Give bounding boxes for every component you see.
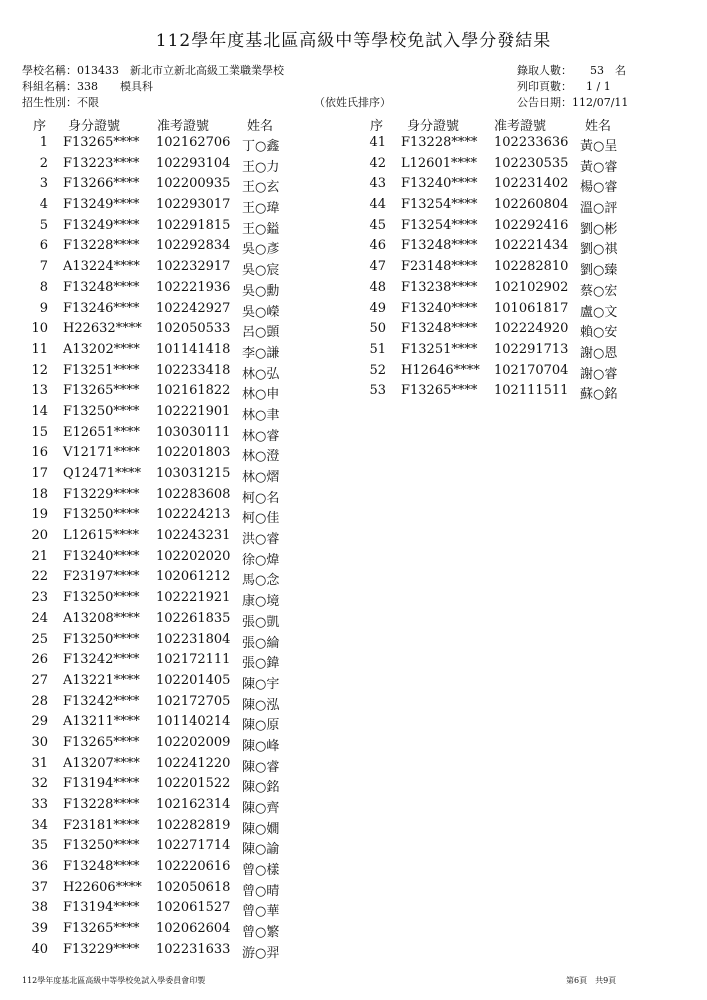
row-exam-number: 102271714 bbox=[156, 838, 231, 854]
row-seq: 1 bbox=[39, 135, 48, 150]
row-student-name: 楊○睿 bbox=[580, 180, 618, 196]
col-header-exam: 准考證號 bbox=[157, 119, 210, 134]
gender-info bbox=[22, 94, 99, 110]
row-exam-number: 102111511 bbox=[494, 383, 569, 399]
row-student-name: 王○鎰 bbox=[242, 221, 280, 237]
row-student-name: 王○力 bbox=[242, 159, 280, 175]
row-seq: 17 bbox=[31, 466, 48, 481]
print-pages bbox=[517, 78, 611, 94]
row-id-number: F13248**** bbox=[63, 859, 140, 875]
row-seq: 14 bbox=[31, 403, 48, 419]
row-seq: 13 bbox=[31, 383, 48, 399]
row-seq: 45 bbox=[369, 217, 386, 233]
row-seq: 36 bbox=[31, 859, 48, 875]
row-student-name: 黃○呈 bbox=[580, 139, 618, 154]
footer-page-number: 第6頁 共9頁 bbox=[566, 976, 617, 985]
row-student-name: 柯○佳 bbox=[242, 511, 280, 527]
row-exam-number: 102231804 bbox=[156, 631, 231, 647]
admit-count bbox=[517, 62, 626, 78]
row-student-name: 蔡○宏 bbox=[580, 283, 618, 299]
row-student-name: 張○凱 bbox=[242, 614, 280, 630]
dept-info bbox=[22, 78, 153, 94]
row-seq: 38 bbox=[31, 900, 48, 916]
row-seq: 15 bbox=[31, 424, 48, 440]
row-id-number: A13202**** bbox=[63, 341, 140, 357]
row-student-name: 吳○嶸 bbox=[242, 304, 280, 320]
page-title: 112學年度基北區高級中等學校免試入學分發結果 bbox=[155, 31, 552, 51]
row-exam-number: 102260804 bbox=[494, 197, 569, 213]
row-id-number: H12646**** bbox=[401, 362, 480, 378]
row-student-name: 溫○評 bbox=[580, 201, 618, 217]
row-id-number: F13238**** bbox=[401, 279, 478, 295]
row-exam-number: 102050618 bbox=[156, 879, 231, 895]
date-value: 112/07/11 bbox=[572, 96, 629, 109]
gender-value: 不限 bbox=[77, 96, 99, 109]
row-id-number: A13224**** bbox=[63, 259, 140, 275]
row-id-number: F13194**** bbox=[63, 776, 140, 792]
row-student-name: 吳○彥 bbox=[242, 242, 280, 258]
row-student-name: 劉○祺 bbox=[580, 242, 618, 258]
row-exam-number: 102201803 bbox=[156, 445, 231, 461]
row-exam-number: 102221901 bbox=[156, 403, 231, 419]
row-exam-number: 103030111 bbox=[156, 424, 231, 440]
row-id-number: F13265**** bbox=[63, 383, 140, 399]
row-student-name: 柯○名 bbox=[242, 490, 280, 506]
col-header-name: 姓名 bbox=[585, 119, 612, 134]
row-seq: 16 bbox=[31, 445, 48, 461]
row-seq: 31 bbox=[31, 755, 48, 771]
row-student-name: 曾○樣 bbox=[242, 863, 280, 879]
row-exam-number: 102202009 bbox=[156, 734, 231, 750]
row-seq: 32 bbox=[31, 776, 48, 792]
row-student-name: 林○弘 bbox=[242, 366, 280, 382]
row-student-name: 謝○睿 bbox=[580, 366, 618, 382]
row-student-name: 陳○嫺 bbox=[242, 821, 280, 837]
row-id-number: F13228**** bbox=[63, 797, 140, 812]
col-header-name: 姓名 bbox=[247, 119, 274, 134]
row-exam-number: 102282810 bbox=[494, 259, 569, 275]
row-exam-number: 102282819 bbox=[156, 817, 231, 833]
row-student-name: 陳○齊 bbox=[242, 801, 280, 816]
row-seq: 18 bbox=[31, 486, 48, 502]
row-id-number: F13265**** bbox=[63, 135, 140, 150]
row-exam-number: 102241220 bbox=[156, 755, 231, 771]
row-seq: 8 bbox=[39, 279, 48, 295]
row-seq: 34 bbox=[31, 817, 48, 833]
row-seq: 5 bbox=[39, 217, 48, 233]
row-seq: 40 bbox=[31, 941, 48, 957]
announce-date bbox=[517, 94, 628, 110]
row-student-name: 王○玄 bbox=[242, 180, 280, 196]
row-student-name: 徐○煒 bbox=[242, 552, 280, 568]
gender-label: 招生性別： bbox=[22, 96, 77, 109]
row-student-name: 曾○華 bbox=[242, 904, 280, 920]
row-exam-number: 102233636 bbox=[494, 135, 569, 150]
row-id-number: F13265**** bbox=[63, 921, 140, 937]
col-header-exam: 准考證號 bbox=[494, 119, 547, 134]
row-exam-number: 102202020 bbox=[156, 548, 231, 564]
row-seq: 43 bbox=[369, 176, 386, 192]
print-label: 列印頁數： bbox=[517, 80, 572, 93]
row-seq: 47 bbox=[369, 259, 386, 275]
row-seq: 24 bbox=[31, 610, 48, 626]
row-id-number: F13223**** bbox=[63, 155, 140, 171]
row-id-number: F13240**** bbox=[401, 176, 478, 192]
row-id-number: F23181**** bbox=[63, 817, 140, 833]
row-seq: 37 bbox=[31, 879, 48, 895]
row-seq: 50 bbox=[369, 321, 386, 337]
row-id-number: F13194**** bbox=[63, 900, 140, 916]
row-id-number: F13251**** bbox=[63, 362, 140, 378]
row-seq: 46 bbox=[369, 238, 386, 254]
footer-printer: 112學年度基北區高級中等學校免試入學委員會印製 bbox=[22, 976, 206, 985]
print-value: 1 / 1 bbox=[586, 80, 611, 93]
row-exam-number: 102293104 bbox=[156, 155, 231, 171]
row-seq: 20 bbox=[31, 528, 48, 544]
col-header-seq: 序 bbox=[370, 119, 384, 134]
row-exam-number: 102200935 bbox=[156, 176, 231, 192]
row-exam-number: 102172705 bbox=[156, 693, 231, 709]
dept-value: 338 模具科 bbox=[77, 80, 153, 93]
admit-label: 錄取人數： bbox=[517, 64, 572, 77]
row-id-number: F13228**** bbox=[63, 238, 140, 254]
row-student-name: 林○聿 bbox=[242, 407, 280, 423]
row-seq: 3 bbox=[39, 176, 48, 192]
admit-value: 53 名 bbox=[590, 64, 626, 77]
row-exam-number: 102061212 bbox=[156, 569, 231, 585]
row-seq: 30 bbox=[31, 734, 48, 750]
row-seq: 10 bbox=[31, 321, 48, 337]
row-student-name: 陳○睿 bbox=[242, 759, 280, 775]
row-student-name: 李○謙 bbox=[242, 345, 280, 361]
row-exam-number: 102283608 bbox=[156, 486, 231, 502]
row-exam-number: 102293017 bbox=[156, 197, 231, 213]
row-exam-number: 102220616 bbox=[156, 859, 231, 875]
row-id-number: F13250**** bbox=[63, 838, 140, 854]
row-seq: 4 bbox=[39, 197, 48, 213]
row-id-number: F13250**** bbox=[63, 507, 140, 523]
row-exam-number: 102061527 bbox=[156, 900, 231, 916]
row-exam-number: 102170704 bbox=[494, 362, 569, 378]
row-id-number: F13240**** bbox=[401, 300, 478, 316]
row-exam-number: 102201522 bbox=[156, 776, 231, 792]
row-seq: 44 bbox=[369, 197, 386, 213]
row-id-number: F13265**** bbox=[63, 734, 140, 750]
row-exam-number: 101141418 bbox=[156, 341, 231, 357]
row-id-number: F13254**** bbox=[401, 197, 478, 213]
row-seq: 22 bbox=[31, 569, 48, 585]
row-student-name: 曾○晴 bbox=[242, 883, 280, 899]
row-id-number: A13221**** bbox=[63, 672, 140, 688]
row-student-name: 吳○勳 bbox=[242, 283, 280, 299]
row-student-name: 張○鍏 bbox=[242, 656, 280, 672]
row-student-name: 丁○鑫 bbox=[242, 139, 280, 154]
row-exam-number: 102221936 bbox=[156, 279, 231, 295]
row-exam-number: 102201405 bbox=[156, 672, 231, 688]
row-seq: 39 bbox=[31, 921, 48, 937]
row-seq: 51 bbox=[369, 341, 386, 357]
row-id-number: F13266**** bbox=[63, 176, 140, 192]
row-seq: 49 bbox=[369, 300, 386, 316]
row-exam-number: 102050533 bbox=[156, 321, 231, 337]
row-seq: 27 bbox=[31, 672, 48, 688]
row-seq: 26 bbox=[31, 652, 48, 668]
row-id-number: L12601**** bbox=[401, 155, 477, 171]
row-exam-number: 102162706 bbox=[156, 135, 231, 150]
row-student-name: 蘇○銘 bbox=[580, 387, 618, 403]
row-seq: 23 bbox=[31, 590, 48, 606]
row-exam-number: 102231402 bbox=[494, 176, 569, 192]
row-student-name: 陳○銘 bbox=[242, 780, 280, 796]
row-seq: 48 bbox=[369, 279, 386, 295]
row-exam-number: 103031215 bbox=[156, 466, 231, 481]
row-student-name: 林○熠 bbox=[242, 470, 280, 485]
row-exam-number: 102062604 bbox=[156, 921, 231, 937]
row-seq: 9 bbox=[39, 300, 48, 316]
row-student-name: 馬○念 bbox=[242, 573, 280, 589]
row-seq: 52 bbox=[369, 362, 386, 378]
row-id-number: F23148**** bbox=[401, 259, 478, 275]
row-seq: 11 bbox=[31, 341, 48, 357]
row-student-name: 張○綸 bbox=[242, 635, 280, 651]
row-student-name: 呂○顗 bbox=[242, 325, 280, 341]
row-id-number: H22632**** bbox=[63, 321, 142, 337]
row-seq: 12 bbox=[31, 362, 48, 378]
row-exam-number: 102261835 bbox=[156, 610, 231, 626]
row-student-name: 林○睿 bbox=[242, 428, 280, 444]
row-id-number: F13248**** bbox=[401, 238, 478, 254]
row-student-name: 陳○峰 bbox=[242, 738, 280, 754]
school-label: 學校名稱： bbox=[22, 64, 77, 77]
row-id-number: F23197**** bbox=[63, 569, 140, 585]
sort-note: （依姓氏排序） bbox=[314, 96, 391, 109]
row-student-name: 吳○宸 bbox=[242, 263, 280, 279]
row-student-name: 謝○恩 bbox=[580, 345, 618, 361]
row-student-name: 王○瑋 bbox=[242, 201, 280, 217]
row-id-number: E12651**** bbox=[63, 424, 140, 440]
row-id-number: F13229**** bbox=[63, 941, 140, 957]
row-exam-number: 102233418 bbox=[156, 362, 231, 378]
row-exam-number: 102231633 bbox=[156, 941, 231, 957]
row-id-number: F13242**** bbox=[63, 693, 140, 709]
row-student-name: 陳○宇 bbox=[242, 676, 280, 692]
row-student-name: 曾○繁 bbox=[242, 925, 280, 941]
row-exam-number: 102221921 bbox=[156, 590, 231, 606]
row-exam-number: 102291713 bbox=[494, 341, 569, 357]
row-student-name: 康○境 bbox=[242, 594, 280, 610]
row-id-number: V12171**** bbox=[63, 445, 140, 461]
row-student-name: 陳○原 bbox=[242, 718, 280, 734]
row-exam-number: 102291815 bbox=[156, 217, 231, 233]
row-id-number: F13248**** bbox=[401, 321, 478, 337]
row-id-number: F13246**** bbox=[63, 300, 140, 316]
row-student-name: 陳○泓 bbox=[242, 697, 280, 713]
school-info bbox=[22, 62, 284, 78]
row-seq: 2 bbox=[39, 155, 48, 171]
row-seq: 33 bbox=[31, 797, 48, 812]
row-id-number: F13229**** bbox=[63, 486, 140, 502]
row-student-name: 賴○安 bbox=[580, 325, 618, 341]
row-seq: 25 bbox=[31, 631, 48, 647]
row-exam-number: 101140214 bbox=[156, 714, 231, 730]
row-exam-number: 101061817 bbox=[494, 300, 569, 316]
row-student-name: 劉○彬 bbox=[580, 221, 618, 237]
row-student-name: 林○澄 bbox=[242, 449, 280, 465]
row-exam-number: 102221434 bbox=[494, 238, 569, 254]
date-label: 公告日期： bbox=[517, 96, 572, 109]
row-id-number: F13250**** bbox=[63, 403, 140, 419]
col-header-seq: 序 bbox=[33, 119, 47, 134]
row-id-number: Q12471**** bbox=[63, 466, 142, 481]
row-exam-number: 102224213 bbox=[156, 507, 231, 523]
row-id-number: A13208**** bbox=[63, 610, 140, 626]
row-exam-number: 102102902 bbox=[494, 279, 569, 295]
row-exam-number: 102232917 bbox=[156, 259, 231, 275]
row-student-name: 盧○文 bbox=[580, 304, 618, 320]
row-seq: 35 bbox=[31, 838, 48, 854]
row-seq: 53 bbox=[369, 383, 386, 399]
row-id-number: F13242**** bbox=[63, 652, 140, 668]
row-seq: 41 bbox=[369, 135, 386, 150]
row-id-number: F13251**** bbox=[401, 341, 478, 357]
dept-label: 科組名稱： bbox=[22, 80, 77, 93]
row-student-name: 陳○諭 bbox=[242, 842, 280, 858]
school-value: 013433 新北市立新北高級工業職業學校 bbox=[77, 64, 284, 77]
row-id-number: F13248**** bbox=[63, 279, 140, 295]
row-id-number: F13228**** bbox=[401, 135, 478, 150]
row-student-name: 洪○睿 bbox=[242, 532, 280, 548]
row-seq: 42 bbox=[369, 155, 386, 171]
row-id-number: H22606**** bbox=[63, 879, 142, 895]
row-seq: 28 bbox=[31, 693, 48, 709]
row-id-number: F13254**** bbox=[401, 217, 478, 233]
row-id-number: F13250**** bbox=[63, 590, 140, 606]
row-student-name: 游○羿 bbox=[242, 945, 280, 961]
row-seq: 7 bbox=[39, 259, 48, 275]
row-id-number: L12615**** bbox=[63, 528, 139, 544]
row-id-number: A13207**** bbox=[63, 755, 140, 771]
row-exam-number: 102172111 bbox=[156, 652, 231, 668]
row-seq: 29 bbox=[31, 714, 48, 730]
row-exam-number: 102242927 bbox=[156, 300, 231, 316]
row-id-number: F13240**** bbox=[63, 548, 140, 564]
row-student-name: 黃○睿 bbox=[580, 159, 618, 175]
col-header-id: 身分證號 bbox=[407, 119, 460, 134]
row-student-name: 劉○臻 bbox=[580, 263, 618, 279]
row-exam-number: 102161822 bbox=[156, 383, 231, 399]
row-id-number: F13249**** bbox=[63, 217, 140, 233]
row-student-name: 林○申 bbox=[242, 387, 280, 403]
row-id-number: F13265**** bbox=[401, 383, 478, 399]
row-seq: 21 bbox=[31, 548, 48, 564]
row-exam-number: 102230535 bbox=[494, 155, 569, 171]
row-exam-number: 102292834 bbox=[156, 238, 231, 254]
row-exam-number: 102243231 bbox=[156, 528, 231, 544]
col-header-id: 身分證號 bbox=[68, 119, 121, 134]
row-seq: 19 bbox=[31, 507, 48, 523]
row-id-number: A13211**** bbox=[63, 714, 140, 730]
row-id-number: F13249**** bbox=[63, 197, 140, 213]
row-id-number: F13250**** bbox=[63, 631, 140, 647]
row-exam-number: 102162314 bbox=[156, 797, 231, 812]
row-exam-number: 102224920 bbox=[494, 321, 569, 337]
row-exam-number: 102292416 bbox=[494, 217, 569, 233]
row-seq: 6 bbox=[39, 238, 48, 254]
